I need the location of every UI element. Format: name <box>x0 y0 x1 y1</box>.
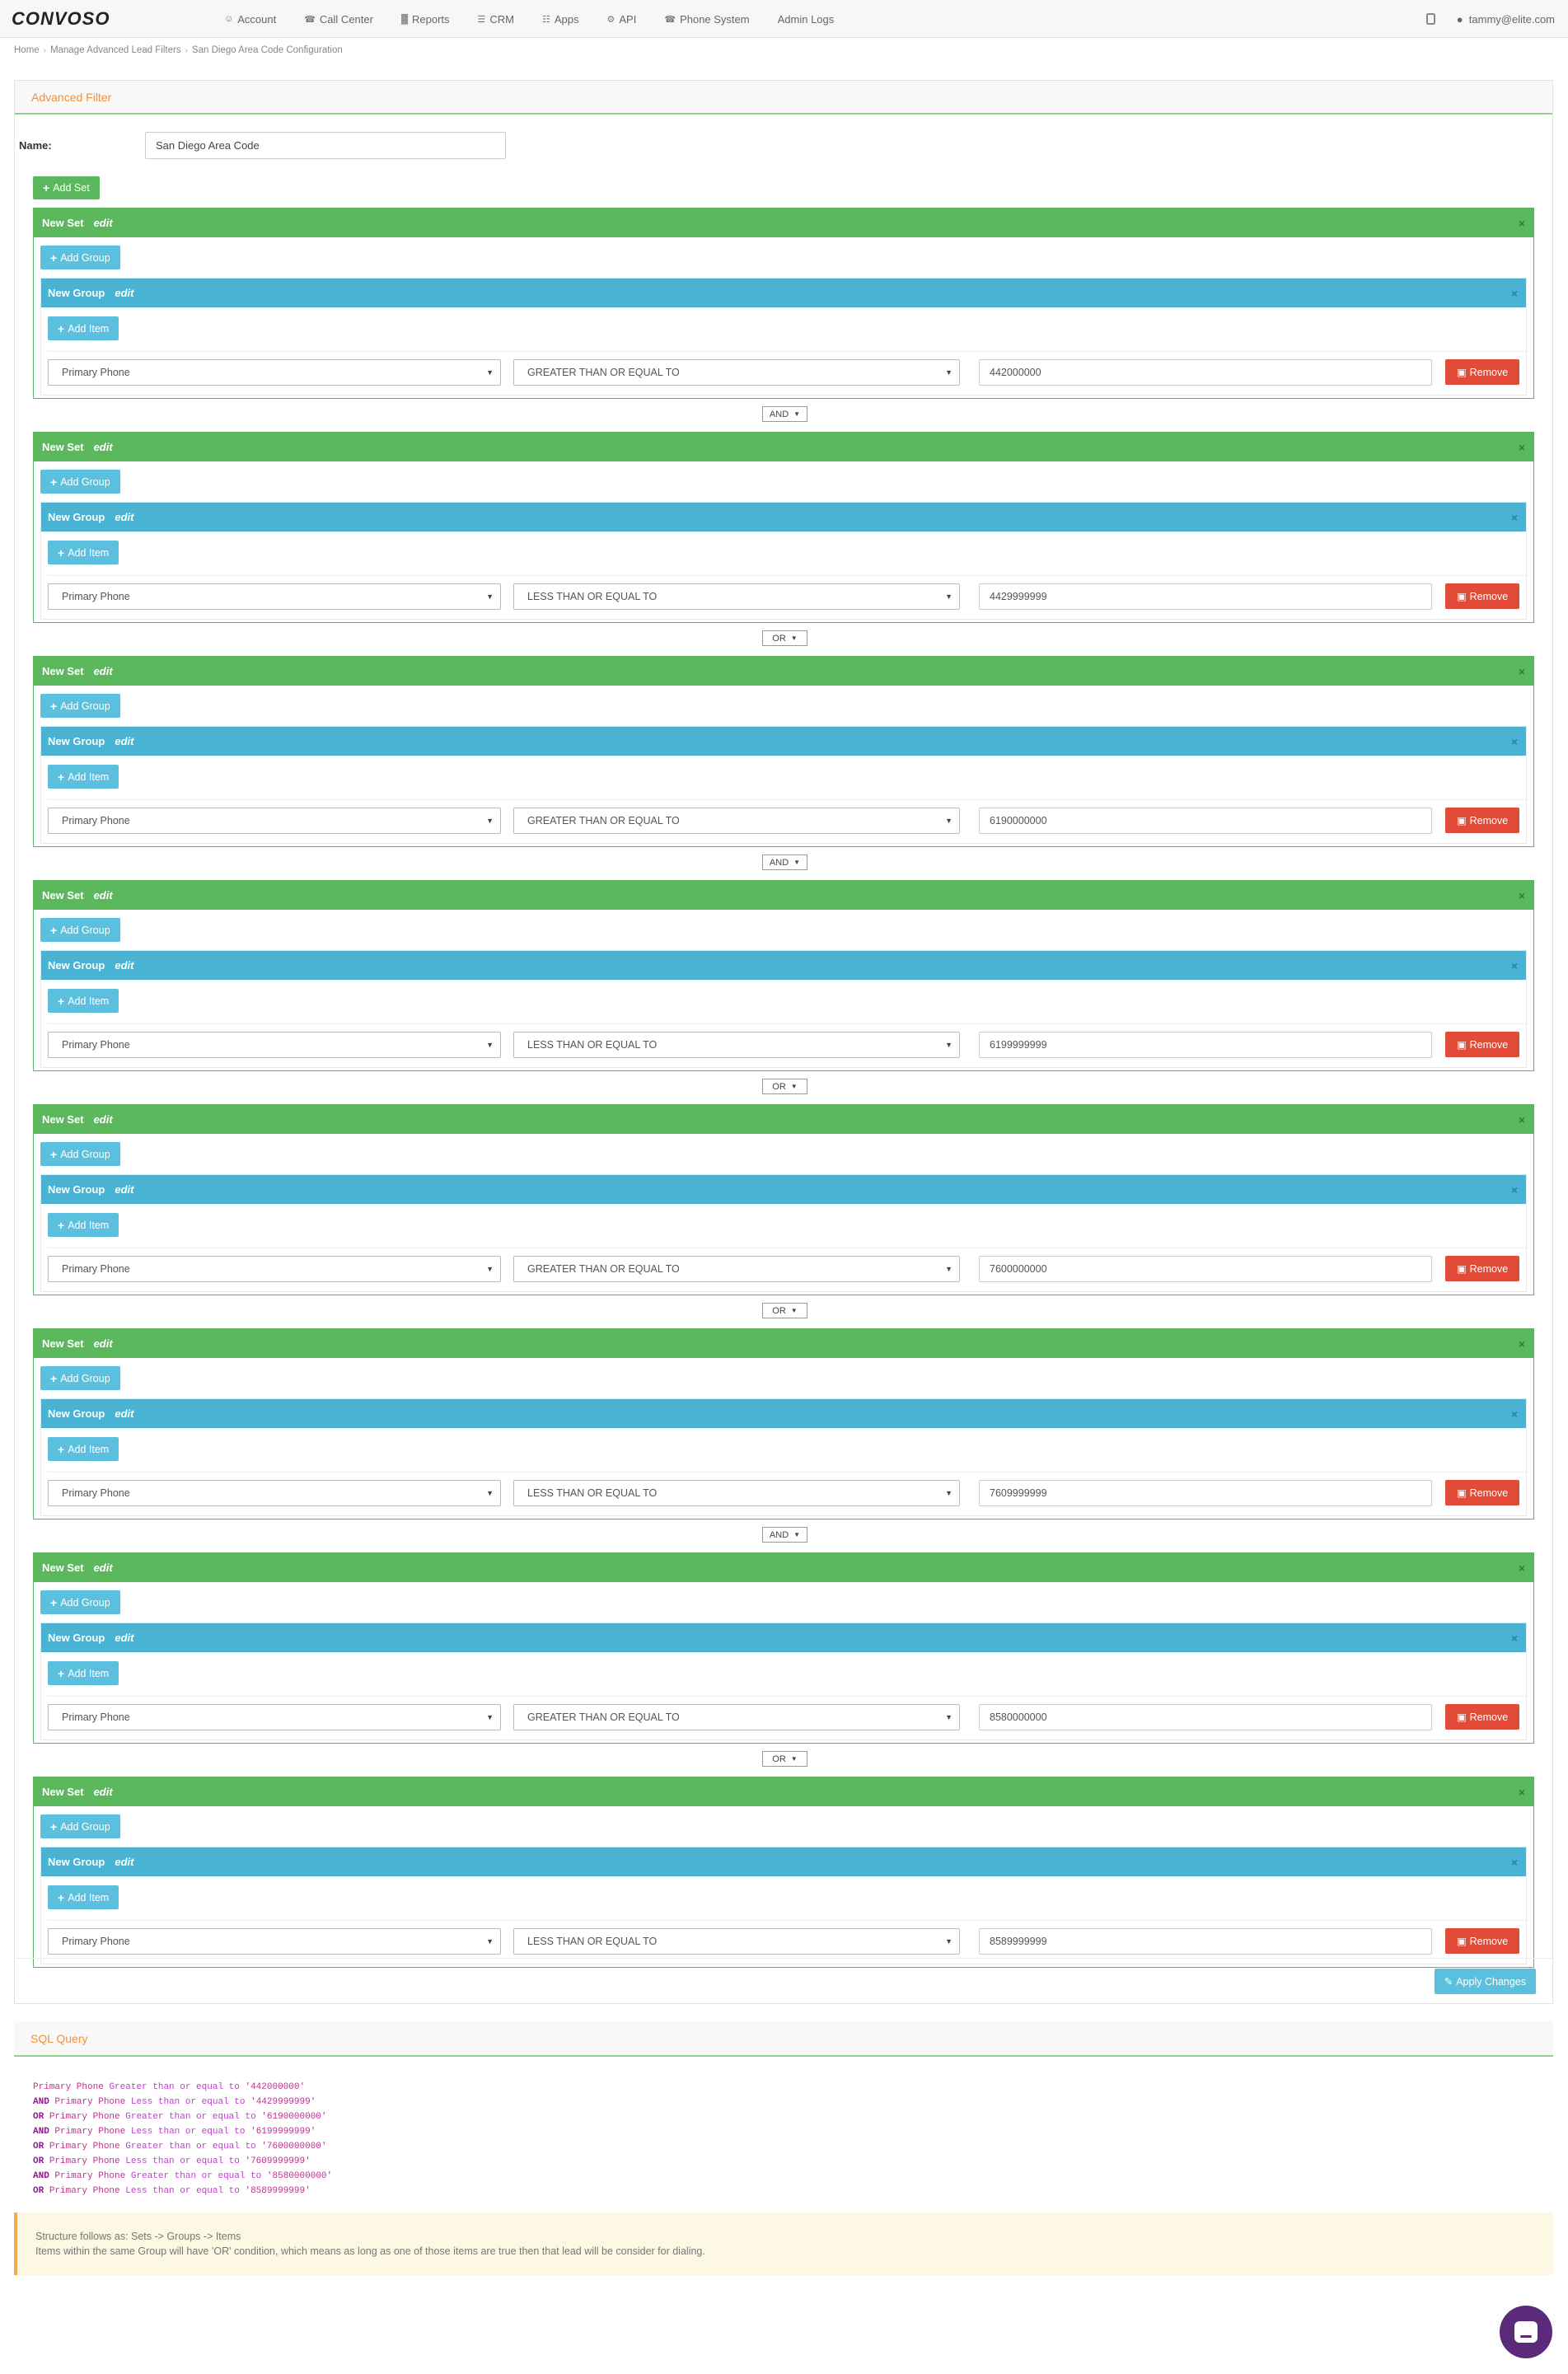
set-title: New Set <box>42 217 84 229</box>
set-header <box>34 657 1533 686</box>
group-title: New Group <box>48 1183 105 1196</box>
value-input[interactable] <box>979 583 1432 610</box>
chevron-down-icon: ▼ <box>945 1713 953 1721</box>
sql-operator: Less than or equal to <box>130 2097 246 2107</box>
main-nav <box>210 0 848 38</box>
group-title: New Group <box>48 1632 105 1644</box>
close-group-icon[interactable]: × <box>1510 1855 1518 1869</box>
sql-line <box>33 2124 1553 2139</box>
plus-icon: + <box>50 251 58 265</box>
plus-icon: + <box>58 1218 65 1232</box>
user-email: tammy@elite.com <box>1468 12 1555 26</box>
operator-select[interactable]: GREATER THAN OR EQUAL TO ▼ <box>513 808 960 834</box>
filter-group <box>40 278 1527 396</box>
close-group-icon[interactable]: × <box>1510 1407 1518 1421</box>
close-group-icon[interactable]: × <box>1510 1182 1518 1196</box>
remove-item-button[interactable]: ▣ Remove <box>1445 1704 1519 1730</box>
set-title: New Set <box>42 441 84 453</box>
group-header <box>41 727 1526 756</box>
breadcrumb <box>0 38 1568 63</box>
operator-select[interactable]: GREATER THAN OR EQUAL TO ▼ <box>513 359 960 386</box>
nav-item-label: Account <box>237 12 277 26</box>
add-group-button[interactable]: + Add Group <box>40 1366 120 1390</box>
filter-item-row <box>48 799 1528 840</box>
nav-item-crm[interactable] <box>464 13 528 26</box>
filter-name-input[interactable] <box>145 132 506 159</box>
filter-item-row <box>48 1248 1528 1289</box>
sql-line <box>33 2139 1553 2154</box>
user-menu[interactable] <box>1457 13 1555 26</box>
field-select[interactable]: Primary Phone ▼ <box>48 808 501 834</box>
add-item-button[interactable]: + Add Item <box>48 765 119 789</box>
edit-set-link[interactable]: edit <box>93 217 113 229</box>
sql-operator: Less than or equal to <box>125 2186 240 2196</box>
filter-group <box>40 950 1527 1068</box>
add-item-button[interactable]: + Add Item <box>48 1213 119 1237</box>
filter-item-row <box>48 351 1528 392</box>
nav-item-call-center[interactable] <box>290 13 387 26</box>
value-input[interactable] <box>979 1032 1432 1058</box>
edit-group-link[interactable]: edit <box>115 1183 134 1196</box>
operator-select[interactable]: LESS THAN OR EQUAL TO ▼ <box>513 1032 960 1058</box>
add-group-button[interactable]: + Add Group <box>40 1142 120 1166</box>
filter-set <box>33 432 1534 623</box>
nav-item-account[interactable] <box>210 13 290 26</box>
sql-title: SQL Query <box>14 2021 1553 2057</box>
group-title: New Group <box>48 735 105 747</box>
filter-group <box>40 502 1527 620</box>
plus-icon: + <box>58 1442 65 1456</box>
value-input[interactable] <box>979 1256 1432 1282</box>
filter-group <box>40 726 1527 844</box>
nav-item-apps[interactable] <box>528 13 593 26</box>
sql-query-body <box>14 2057 1553 2198</box>
filter-set <box>33 1104 1534 1295</box>
edit-group-link[interactable]: edit <box>115 1407 134 1420</box>
breadcrumb-current: San Diego Area Code Configuration <box>191 45 343 55</box>
nav-item-phone-system[interactable] <box>650 13 763 26</box>
edit-group-link[interactable]: edit <box>115 1632 134 1644</box>
edit-group-link[interactable]: edit <box>115 735 134 747</box>
sql-line <box>33 2169 1553 2184</box>
set-connector-select[interactable]: AND ▼ <box>762 406 807 422</box>
group-title: New Group <box>48 959 105 972</box>
filter-set <box>33 656 1534 847</box>
group-header <box>41 279 1526 307</box>
plus-icon: + <box>50 1595 58 1609</box>
add-item-button[interactable]: + Add Item <box>48 1661 119 1685</box>
chevron-down-icon: ▼ <box>945 1489 953 1497</box>
chevron-down-icon: ▼ <box>790 1083 798 1090</box>
filter-item-row <box>48 1472 1528 1513</box>
nav-item-label: Phone System <box>680 12 750 26</box>
nav-item-reports[interactable] <box>387 13 464 26</box>
field-select[interactable]: Primary Phone ▼ <box>48 1032 501 1058</box>
edit-group-link[interactable]: edit <box>115 287 134 299</box>
breadcrumb-separator: › <box>185 45 188 55</box>
name-label: Name: <box>19 139 52 152</box>
set-title: New Set <box>42 1113 84 1126</box>
nav-item-admin-logs[interactable] <box>764 13 849 26</box>
chevron-down-icon: ▼ <box>486 1041 494 1049</box>
filter-set <box>33 1777 1534 1968</box>
operator-select[interactable]: GREATER THAN OR EQUAL TO ▼ <box>513 1704 960 1730</box>
add-item-button[interactable]: + Add Item <box>48 1885 119 1909</box>
chevron-down-icon: ▼ <box>486 1265 494 1273</box>
filter-item-row <box>48 1023 1528 1065</box>
sql-field: Primary Phone <box>54 2097 126 2107</box>
nav-item-label: CRM <box>489 12 514 26</box>
chevron-down-icon: ▼ <box>486 368 494 377</box>
close-set-icon[interactable]: × <box>1518 1337 1525 1351</box>
sql-keyword: OR <box>33 2142 44 2152</box>
close-group-icon[interactable]: × <box>1510 734 1518 748</box>
nav-right <box>1426 0 1555 38</box>
sql-operator: Greater than or equal to <box>130 2171 262 2181</box>
sql-operator: Less than or equal to <box>130 2127 246 2137</box>
remove-item-button[interactable]: ▣ Remove <box>1445 1928 1519 1954</box>
plus-icon: + <box>50 699 58 713</box>
close-set-icon[interactable]: × <box>1518 1112 1525 1126</box>
field-select[interactable]: Primary Phone ▼ <box>48 583 501 610</box>
brand-logo[interactable]: CONVOSO <box>12 8 110 29</box>
chevron-down-icon: ▼ <box>945 1041 953 1049</box>
sql-operator: Greater than or equal to <box>109 2082 240 2092</box>
chevron-down-icon: ▼ <box>486 817 494 825</box>
sql-keyword: OR <box>33 2112 44 2122</box>
group-header <box>41 503 1526 531</box>
chat-icon <box>1514 2321 1538 2343</box>
set-title: New Set <box>42 1337 84 1350</box>
sql-keyword: AND <box>33 2171 49 2181</box>
set-header <box>34 881 1533 910</box>
user-icon: ☺ <box>224 14 234 24</box>
trash-icon: ▣ <box>1456 1711 1467 1723</box>
set-connector-select[interactable]: AND ▼ <box>762 1527 807 1543</box>
field-select[interactable]: Primary Phone ▼ <box>48 1704 501 1730</box>
set-title: New Set <box>42 1562 84 1574</box>
filter-item-row <box>48 575 1528 616</box>
sql-field: Primary Phone <box>49 2142 120 2152</box>
operator-select[interactable]: GREATER THAN OR EQUAL TO ▼ <box>513 1256 960 1282</box>
sql-value: '7600000000' <box>261 2142 327 2152</box>
group-title: New Group <box>48 511 105 523</box>
chevron-down-icon: ▼ <box>790 634 798 642</box>
sql-field: Primary Phone <box>33 2082 104 2092</box>
close-group-icon[interactable]: × <box>1510 1631 1518 1645</box>
apply-changes-button[interactable]: ✎ Apply Changes <box>1435 1969 1536 1994</box>
edit-group-link[interactable]: edit <box>115 1856 134 1868</box>
group-title: New Group <box>48 287 105 299</box>
edit-group-link[interactable]: edit <box>115 511 134 523</box>
plus-icon: + <box>50 1147 58 1161</box>
chevron-down-icon: ▼ <box>486 1489 494 1497</box>
filter-set <box>33 880 1534 1071</box>
edit-set-link[interactable]: edit <box>93 1113 113 1126</box>
plus-icon: + <box>58 1666 65 1680</box>
plus-icon: + <box>58 770 65 784</box>
remove-item-button[interactable]: ▣ Remove <box>1445 808 1519 833</box>
panel-title: Advanced Filter <box>15 81 1552 115</box>
trash-icon: ▣ <box>1456 591 1467 602</box>
set-title: New Set <box>42 665 84 677</box>
sql-field: Primary Phone <box>49 2156 120 2166</box>
info-line-2: Items within the same Group will have 'OR' condition, which means as long as one of those items are true then that lead will be consider for dialing. <box>35 2245 705 2257</box>
nav-item-label: Apps <box>554 12 579 26</box>
nav-item-label: Admin Logs <box>777 12 835 26</box>
remove-item-button[interactable]: ▣ Remove <box>1445 1480 1519 1505</box>
filter-group <box>40 1174 1527 1292</box>
sql-value: '442000000' <box>245 2082 306 2092</box>
add-group-button[interactable]: + Add Group <box>40 918 120 942</box>
filter-set <box>33 1552 1534 1744</box>
sql-field: Primary Phone <box>54 2171 126 2181</box>
structure-info-box <box>14 2212 1553 2275</box>
edit-set-link[interactable]: edit <box>93 1786 113 1798</box>
user-icon: ● <box>1456 12 1463 26</box>
operator-select[interactable]: LESS THAN OR EQUAL TO ▼ <box>513 1928 960 1955</box>
apply-bar <box>14 1958 1553 2004</box>
sql-line <box>33 2184 1553 2198</box>
plus-icon: + <box>58 994 65 1008</box>
breadcrumb-filters[interactable]: Manage Advanced Lead Filters <box>50 45 181 55</box>
close-set-icon[interactable]: × <box>1518 888 1525 902</box>
chevron-down-icon: ▼ <box>486 592 494 601</box>
sql-line <box>33 2080 1553 2095</box>
sql-line <box>33 2109 1553 2124</box>
plus-icon: + <box>43 181 50 194</box>
database-icon[interactable] <box>1426 13 1435 25</box>
set-connector-select[interactable]: AND ▼ <box>762 855 807 870</box>
chevron-down-icon: ▼ <box>945 817 953 825</box>
edit-set-link[interactable]: edit <box>93 1337 113 1350</box>
top-navbar <box>0 0 1568 38</box>
info-line-1: Structure follows as: Sets -> Groups -> Items <box>35 2231 241 2242</box>
chevron-down-icon: ▼ <box>793 859 801 866</box>
sql-keyword: AND <box>33 2127 49 2137</box>
sql-keyword: OR <box>33 2186 44 2196</box>
remove-item-button[interactable]: ▣ Remove <box>1445 359 1519 385</box>
sql-value: '8589999999' <box>245 2186 311 2196</box>
sql-value: '4429999999' <box>250 2097 316 2107</box>
set-header <box>34 1105 1533 1134</box>
add-group-button[interactable]: + Add Group <box>40 1590 120 1614</box>
set-header <box>34 433 1533 461</box>
trash-icon: ▣ <box>1456 815 1467 826</box>
set-title: New Set <box>42 1786 84 1798</box>
set-header <box>34 208 1533 237</box>
remove-item-button[interactable]: ▣ Remove <box>1445 583 1519 609</box>
close-set-icon[interactable]: × <box>1518 664 1525 678</box>
remove-item-button[interactable]: ▣ Remove <box>1445 1256 1519 1281</box>
sql-value: '6199999999' <box>250 2127 316 2137</box>
sql-value: '7609999999' <box>245 2156 311 2166</box>
sql-value: '6190000000' <box>261 2112 327 2122</box>
plus-icon: + <box>58 546 65 560</box>
plus-icon: + <box>50 1371 58 1385</box>
add-group-button[interactable]: + Add Group <box>40 470 120 494</box>
chevron-down-icon: ▼ <box>945 1937 953 1946</box>
group-header <box>41 1399 1526 1428</box>
gear-icon: ⚙ <box>606 14 615 25</box>
trash-icon: ▣ <box>1456 1936 1467 1947</box>
grid-icon: ☷ <box>542 14 550 25</box>
value-input[interactable] <box>979 1928 1432 1955</box>
breadcrumb-home[interactable]: Home <box>14 45 40 55</box>
phone-icon: ☎ <box>664 14 676 25</box>
filter-group <box>40 1398 1527 1516</box>
chevron-down-icon: ▼ <box>486 1713 494 1721</box>
add-item-button[interactable]: + Add Item <box>48 316 119 340</box>
group-header <box>41 951 1526 980</box>
group-title: New Group <box>48 1407 105 1420</box>
nav-item-api[interactable] <box>593 13 651 26</box>
edit-icon: ✎ <box>1444 1976 1453 1988</box>
sql-keyword: OR <box>33 2156 44 2166</box>
set-connector-select[interactable]: OR ▼ <box>762 630 807 646</box>
add-item-button[interactable]: + Add Item <box>48 989 119 1013</box>
sql-field: Primary Phone <box>49 2186 120 2196</box>
edit-set-link[interactable]: edit <box>93 441 113 453</box>
edit-group-link[interactable]: edit <box>115 959 134 972</box>
group-header <box>41 1847 1526 1876</box>
add-group-button[interactable]: + Add Group <box>40 246 120 269</box>
value-input[interactable] <box>979 1480 1432 1506</box>
close-set-icon[interactable]: × <box>1518 1561 1525 1575</box>
sql-value: '8580000000' <box>266 2171 333 2181</box>
set-header <box>34 1553 1533 1582</box>
nav-item-label: Reports <box>411 12 450 26</box>
sql-operator: Less than or equal to <box>125 2156 240 2166</box>
chevron-down-icon: ▼ <box>945 592 953 601</box>
trash-icon: ▣ <box>1456 1263 1467 1275</box>
add-item-button[interactable]: + Add Item <box>48 541 119 564</box>
close-group-icon[interactable]: × <box>1510 958 1518 972</box>
edit-set-link[interactable]: edit <box>93 889 113 901</box>
chevron-down-icon: ▼ <box>790 1755 798 1763</box>
chevron-down-icon: ▼ <box>486 1937 494 1946</box>
sql-field: Primary Phone <box>49 2112 120 2122</box>
field-select[interactable]: Primary Phone ▼ <box>48 1256 501 1282</box>
value-input[interactable] <box>979 808 1432 834</box>
sql-query-panel <box>14 2021 1553 2196</box>
value-input[interactable] <box>979 359 1432 386</box>
sql-operator: Greater than or equal to <box>125 2112 256 2122</box>
filter-set <box>33 1328 1534 1519</box>
operator-select[interactable]: LESS THAN OR EQUAL TO ▼ <box>513 1480 960 1506</box>
plus-icon: + <box>58 321 65 335</box>
add-group-button[interactable]: + Add Group <box>40 1814 120 1838</box>
sql-line <box>33 2095 1553 2109</box>
group-header <box>41 1175 1526 1204</box>
plus-icon: + <box>50 475 58 489</box>
edit-set-link[interactable]: edit <box>93 665 113 677</box>
filter-group <box>40 1847 1527 1964</box>
value-input[interactable] <box>979 1704 1432 1730</box>
plus-icon: + <box>50 1819 58 1833</box>
remove-item-button[interactable]: ▣ Remove <box>1445 1032 1519 1057</box>
filter-set <box>33 208 1534 399</box>
close-set-icon[interactable]: × <box>1518 1785 1525 1799</box>
trash-icon: ▣ <box>1456 367 1467 378</box>
chevron-down-icon: ▼ <box>793 410 801 418</box>
add-set-button[interactable]: + Add Set <box>33 176 100 199</box>
edit-set-link[interactable]: edit <box>93 1562 113 1574</box>
list-icon: ☰ <box>477 14 486 25</box>
group-header <box>41 1623 1526 1652</box>
set-header <box>34 1777 1533 1806</box>
operator-select[interactable]: LESS THAN OR EQUAL TO ▼ <box>513 583 960 610</box>
plus-icon: + <box>58 1890 65 1904</box>
sql-field: Primary Phone <box>54 2127 126 2137</box>
field-select[interactable]: Primary Phone ▼ <box>48 359 501 386</box>
filter-group <box>40 1622 1527 1740</box>
sql-operator: Greater than or equal to <box>125 2142 256 2152</box>
chevron-down-icon: ▼ <box>945 1265 953 1273</box>
add-group-button[interactable]: + Add Group <box>40 694 120 718</box>
filter-item-row <box>48 1920 1528 1961</box>
set-header <box>34 1329 1533 1358</box>
field-select[interactable]: Primary Phone ▼ <box>48 1928 501 1955</box>
trash-icon: ▣ <box>1456 1487 1467 1499</box>
bar-chart-icon: ▓ <box>400 14 408 24</box>
chevron-down-icon: ▼ <box>793 1531 801 1538</box>
close-group-icon[interactable]: × <box>1510 286 1518 300</box>
field-select[interactable]: Primary Phone ▼ <box>48 1480 501 1506</box>
sql-keyword: AND <box>33 2097 49 2107</box>
nav-item-label: API <box>619 12 637 26</box>
group-title: New Group <box>48 1856 105 1868</box>
set-connector-select[interactable]: OR ▼ <box>762 1303 807 1318</box>
sql-line <box>33 2154 1553 2169</box>
phone-icon: ☎ <box>304 14 316 25</box>
breadcrumb-separator: › <box>43 45 47 55</box>
set-connector-select[interactable]: OR ▼ <box>762 1751 807 1767</box>
trash-icon: ▣ <box>1456 1039 1467 1051</box>
chat-launcher[interactable] <box>1500 2306 1552 2358</box>
close-set-icon[interactable]: × <box>1518 440 1525 454</box>
set-connector-select[interactable]: OR ▼ <box>762 1079 807 1094</box>
nav-item-label: Call Center <box>319 12 373 26</box>
chevron-down-icon: ▼ <box>790 1307 798 1314</box>
plus-icon: + <box>50 923 58 937</box>
filter-item-row <box>48 1696 1528 1737</box>
chevron-down-icon: ▼ <box>945 368 953 377</box>
add-item-button[interactable]: + Add Item <box>48 1437 119 1461</box>
set-title: New Set <box>42 889 84 901</box>
close-set-icon[interactable]: × <box>1518 216 1525 230</box>
close-group-icon[interactable]: × <box>1510 510 1518 524</box>
name-row <box>19 132 506 159</box>
